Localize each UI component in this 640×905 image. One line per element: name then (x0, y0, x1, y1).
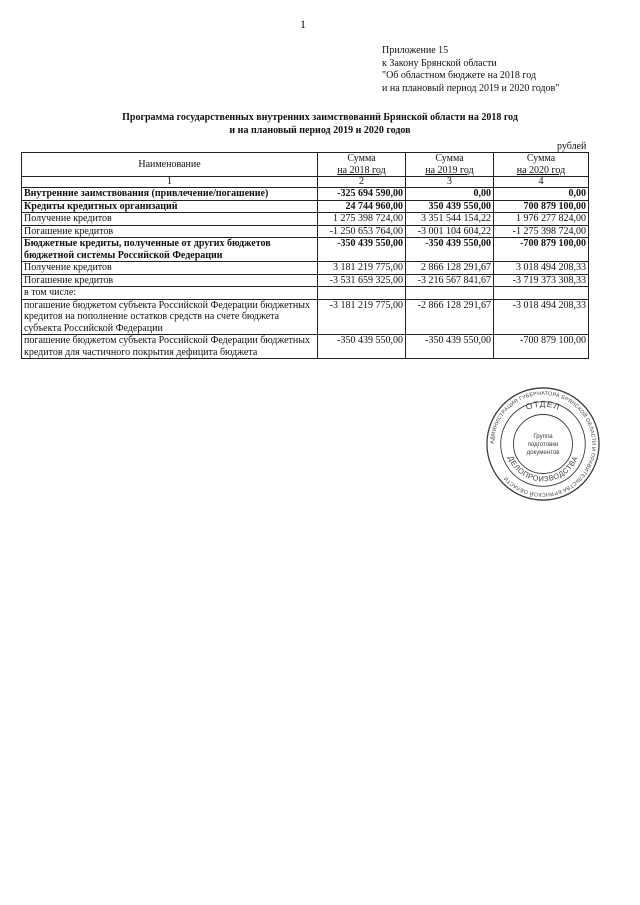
svg-text:ОТДЕЛ (524, 399, 561, 412)
appendix-line: Приложение 15 (382, 45, 449, 56)
stamp-center-line: Группа (533, 433, 553, 441)
value-2018: -325 694 590,00 (318, 188, 406, 201)
stamp-middle-bottom: ДЕЛОПРОИЗВОДСТВА (506, 454, 580, 484)
office-seal-stamp (484, 385, 602, 503)
value-2020: 1 976 277 824,00 (494, 213, 589, 226)
row-name: Получение кредитов (22, 213, 318, 226)
table-row (22, 274, 589, 287)
row-name: погашение бюджетом субъекта Российской Федерации бюджетных кредитов на пополнение остатков средств на счете бюджета субъекта Российской Федерации (22, 299, 318, 335)
value-2018: 1 275 398 724,00 (318, 213, 406, 226)
appendix-line: и на плановый период 2019 и 2020 годов" (382, 82, 560, 94)
table-row (22, 200, 589, 213)
value-2019: -3 216 567 841,67 (406, 274, 494, 287)
column-index: 4 (494, 177, 589, 188)
value-2018: -3 531 659 325,00 (318, 274, 406, 287)
table-row (22, 287, 589, 300)
row-name: Внутренние заимствования (привлечение/погашение) (22, 188, 318, 201)
title-line: Программа государственных внутренних заимствований Брянской области на 2018 год (122, 112, 518, 123)
column-index-row (22, 177, 589, 188)
stamp-middle-top: ОТДЕЛ (524, 398, 562, 412)
table-row (22, 238, 589, 262)
value-2020: 700 879 100,00 (494, 200, 589, 213)
value-2018: 3 181 219 775,00 (318, 262, 406, 275)
value-2020: -3 719 373 308,33 (494, 274, 589, 287)
value-2020: -700 879 100,00 (494, 335, 589, 359)
table-row (22, 213, 589, 226)
appendix-header (382, 45, 559, 95)
empty-cell (406, 287, 494, 300)
table-header-row (22, 153, 589, 177)
document-title (40, 112, 600, 137)
stamp-center-line: подготовки (527, 440, 559, 448)
value-2019: 350 439 550,00 (406, 200, 494, 213)
row-name: Кредиты кредитных организаций (22, 200, 318, 213)
table-row (22, 262, 589, 275)
value-2020: -1 275 398 724,00 (494, 225, 589, 238)
column-index: 2 (318, 177, 406, 188)
header-name: Наименование (22, 153, 318, 177)
row-name: Погашение кредитов (22, 225, 318, 238)
row-name: Погашение кредитов (22, 274, 318, 287)
stamp-center-line: документов (526, 448, 560, 456)
value-2019: 2 866 128 291,67 (406, 262, 494, 275)
value-2018: 24 744 960,00 (318, 200, 406, 213)
table-row (22, 188, 589, 201)
value-2018: -350 439 550,00 (318, 335, 406, 359)
currency-unit: рублей (557, 141, 587, 152)
header-2018: Сумма на 2018 год (318, 153, 406, 177)
value-2019: -350 439 550,00 (406, 335, 494, 359)
value-2019: -350 439 550,00 (406, 238, 494, 262)
value-2020: -3 018 494 208,33 (494, 299, 589, 335)
empty-cell (318, 287, 406, 300)
value-2020: 3 018 494 208,33 (494, 262, 589, 275)
borrowing-program-table (21, 152, 589, 359)
stamp-ring-text: АДМИНИСТРАЦИЯ ГУБЕРНАТОРА БРЯНСКОЙ ОБЛАСТИ И ПРАВИТЕЛЬСТВА БРЯНСКОЙ ОБЛАСТИ (489, 390, 597, 498)
value-2019: -2 866 128 291,67 (406, 299, 494, 335)
row-name: в том числе: (22, 287, 318, 300)
value-2019: 0,00 (406, 188, 494, 201)
appendix-line: "Об областном бюджете на 2018 год (382, 70, 537, 81)
empty-cell (494, 287, 589, 300)
value-2019: 3 351 544 154,22 (406, 213, 494, 226)
value-2020: -700 879 100,00 (494, 238, 589, 262)
header-2019: Сумма на 2019 год (406, 153, 494, 177)
row-name: Получение кредитов (22, 262, 318, 275)
value-2018: -1 250 653 764,00 (318, 225, 406, 238)
appendix-line: к Закону Брянской области (382, 57, 497, 69)
value-2020: 0,00 (494, 188, 589, 201)
title-line: и на плановый период 2019 и 2020 годов (229, 124, 411, 136)
column-index: 1 (22, 177, 318, 188)
value-2018: -350 439 550,00 (318, 238, 406, 262)
row-name: погашение бюджетом субъекта Российской Федерации бюджетных кредитов для частичного покрытия дефицита бюджета (22, 335, 318, 359)
header-2020: Сумма на 2020 год (494, 153, 589, 177)
table-row (22, 335, 589, 359)
row-name: Бюджетные кредиты, полученные от других бюджетов бюджетной системы Российской Федерации (22, 238, 318, 262)
page-number: 1 (300, 17, 306, 31)
table-row (22, 299, 589, 335)
column-index: 3 (406, 177, 494, 188)
value-2018: -3 181 219 775,00 (318, 299, 406, 335)
value-2019: -3 001 104 604,22 (406, 225, 494, 238)
table-row (22, 225, 589, 238)
